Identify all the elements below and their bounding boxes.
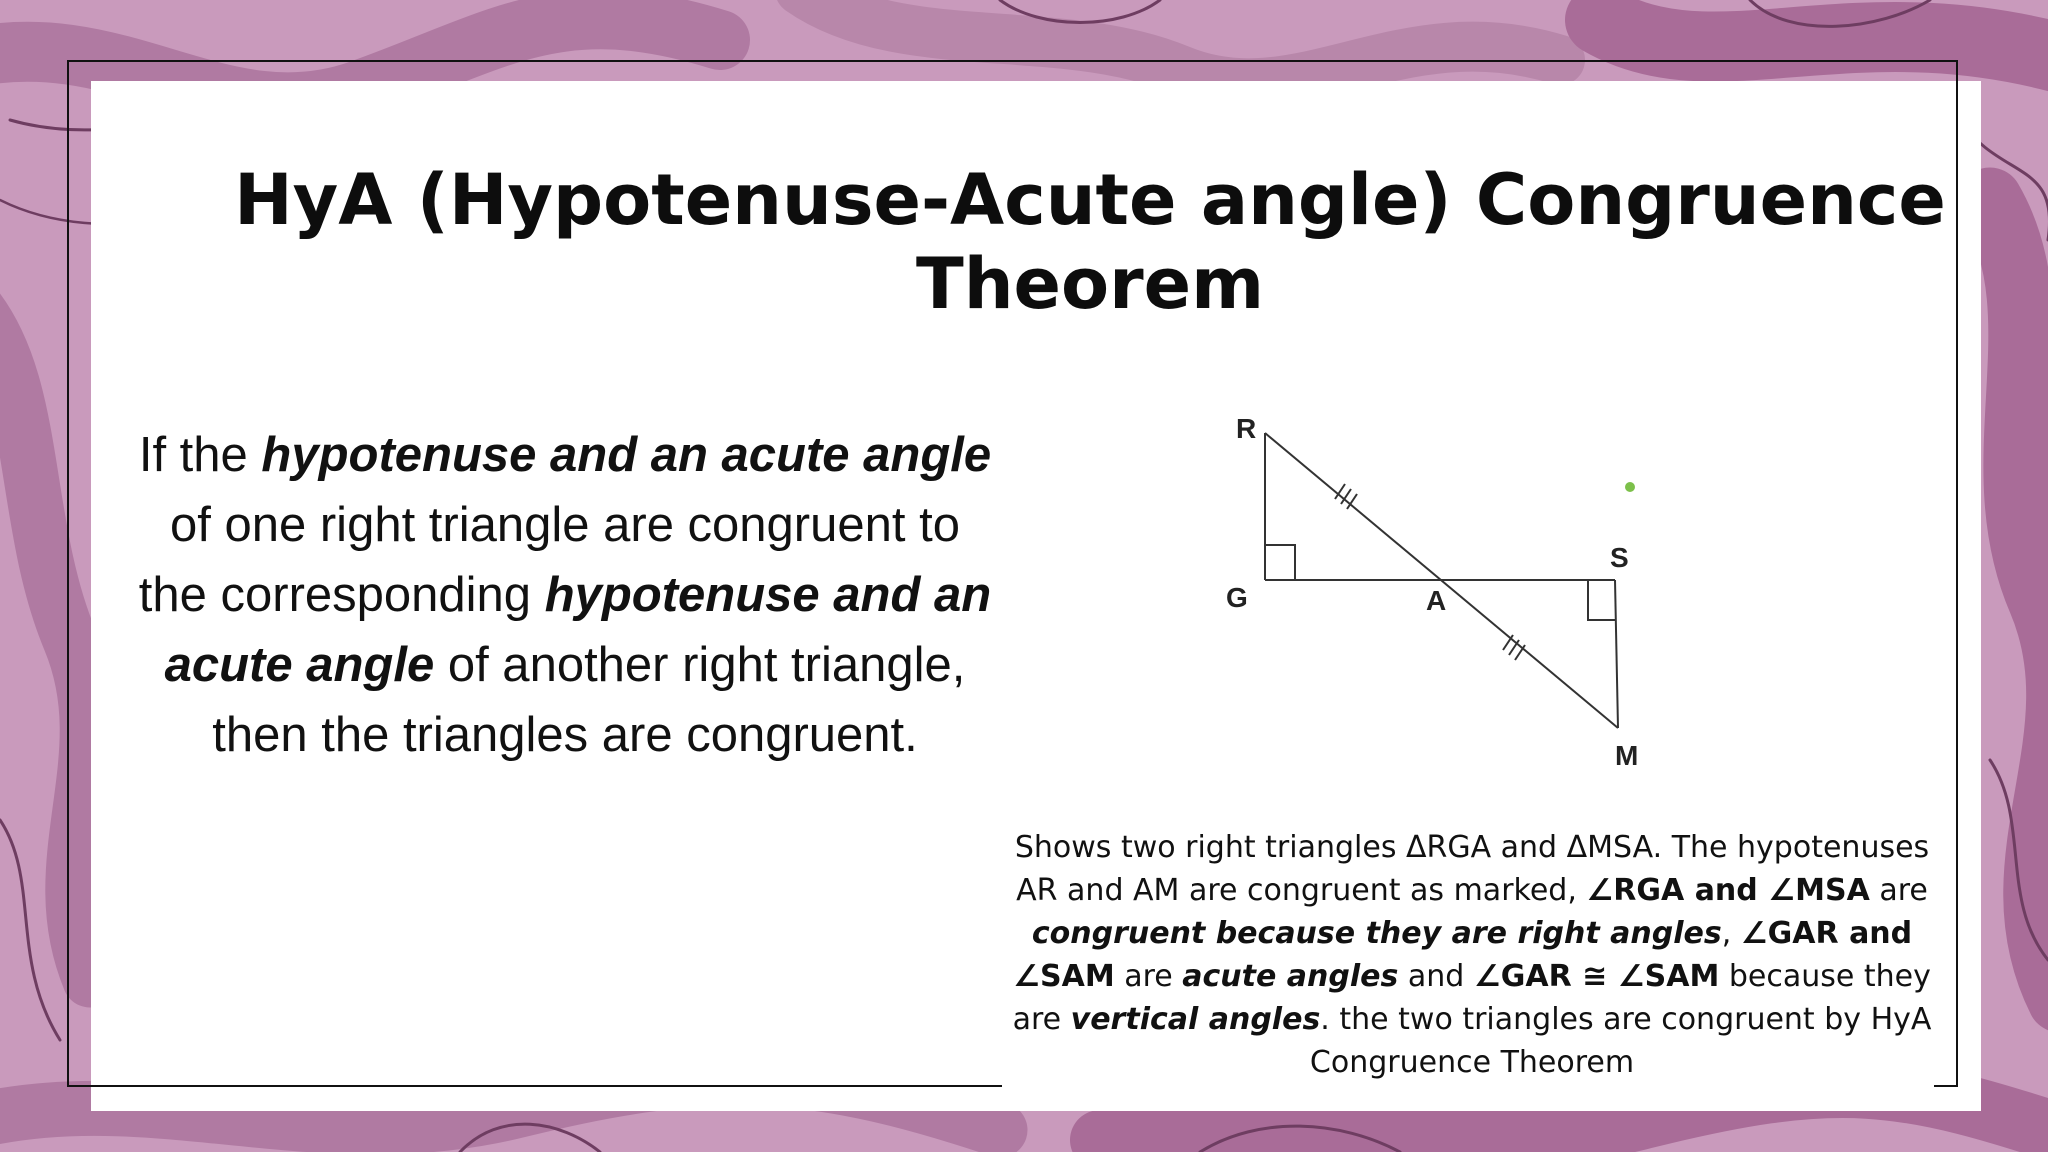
caption-congruent-reason: congruent because they are right angles [1031,916,1722,951]
caption-vertical-angles: vertical angles [1070,1002,1321,1037]
caption-acute-angles-names: ∠GAR and ∠SAM [1013,916,1913,994]
caption-congruence-statement: ∠GAR ≅ ∠SAM [1473,959,1720,994]
tick-marks-ar [1335,484,1357,509]
caption-text-7: . the two triangles are congruent by HyA Congruence Theorem [1309,1002,1932,1080]
caption-text-3: , [1721,916,1741,951]
label-g: G [1226,582,1248,613]
green-dot [1625,482,1635,492]
segment-sm [1615,580,1618,728]
theorem-emphasis-2: hypotenuse and an acute angle [164,568,992,692]
right-angle-mark-s [1588,580,1615,620]
label-a: A [1426,585,1447,616]
caption-text-5: and [1398,959,1474,994]
triangle-diagram [1190,395,1770,785]
caption-text-2: are [1869,873,1928,908]
caption-text-6: because they are [1012,959,1931,1037]
frame-bottom-line [67,1085,1002,1087]
caption-acute-angles: acute angles [1182,959,1399,994]
frame-top-line [67,60,1958,62]
theorem-text-1: If the [138,428,262,482]
caption-text-4: are [1114,959,1183,994]
slide-title: HyA (Hypotenuse-Acute angle) Congruence Theorem [234,159,1946,325]
caption-right-angles: ∠RGA and ∠MSA [1586,873,1870,908]
figure-caption [1012,826,1932,1084]
label-s-pos: S [1610,542,1629,573]
right-angle-mark-g [1265,545,1295,580]
label-r: R [1236,413,1257,444]
frame-bottom-right-tick [1934,1085,1958,1087]
theorem-statement [130,420,1000,770]
frame-left-line [67,60,69,1087]
label-m: M [1615,740,1639,771]
theorem-text-3: of another right triangle, then the triangles are congruent. [212,638,966,762]
theorem-emphasis-1: hypotenuse and an acute angle [261,428,992,482]
frame-right-line [1956,60,1958,1087]
caption-text-1: Shows two right triangles ΔRGA and ΔMSA. The hypotenuses AR and AM are congruent as marked, [1014,830,1930,908]
theorem-text-2: of one right triangle are congruent to the corresponding [138,498,960,622]
